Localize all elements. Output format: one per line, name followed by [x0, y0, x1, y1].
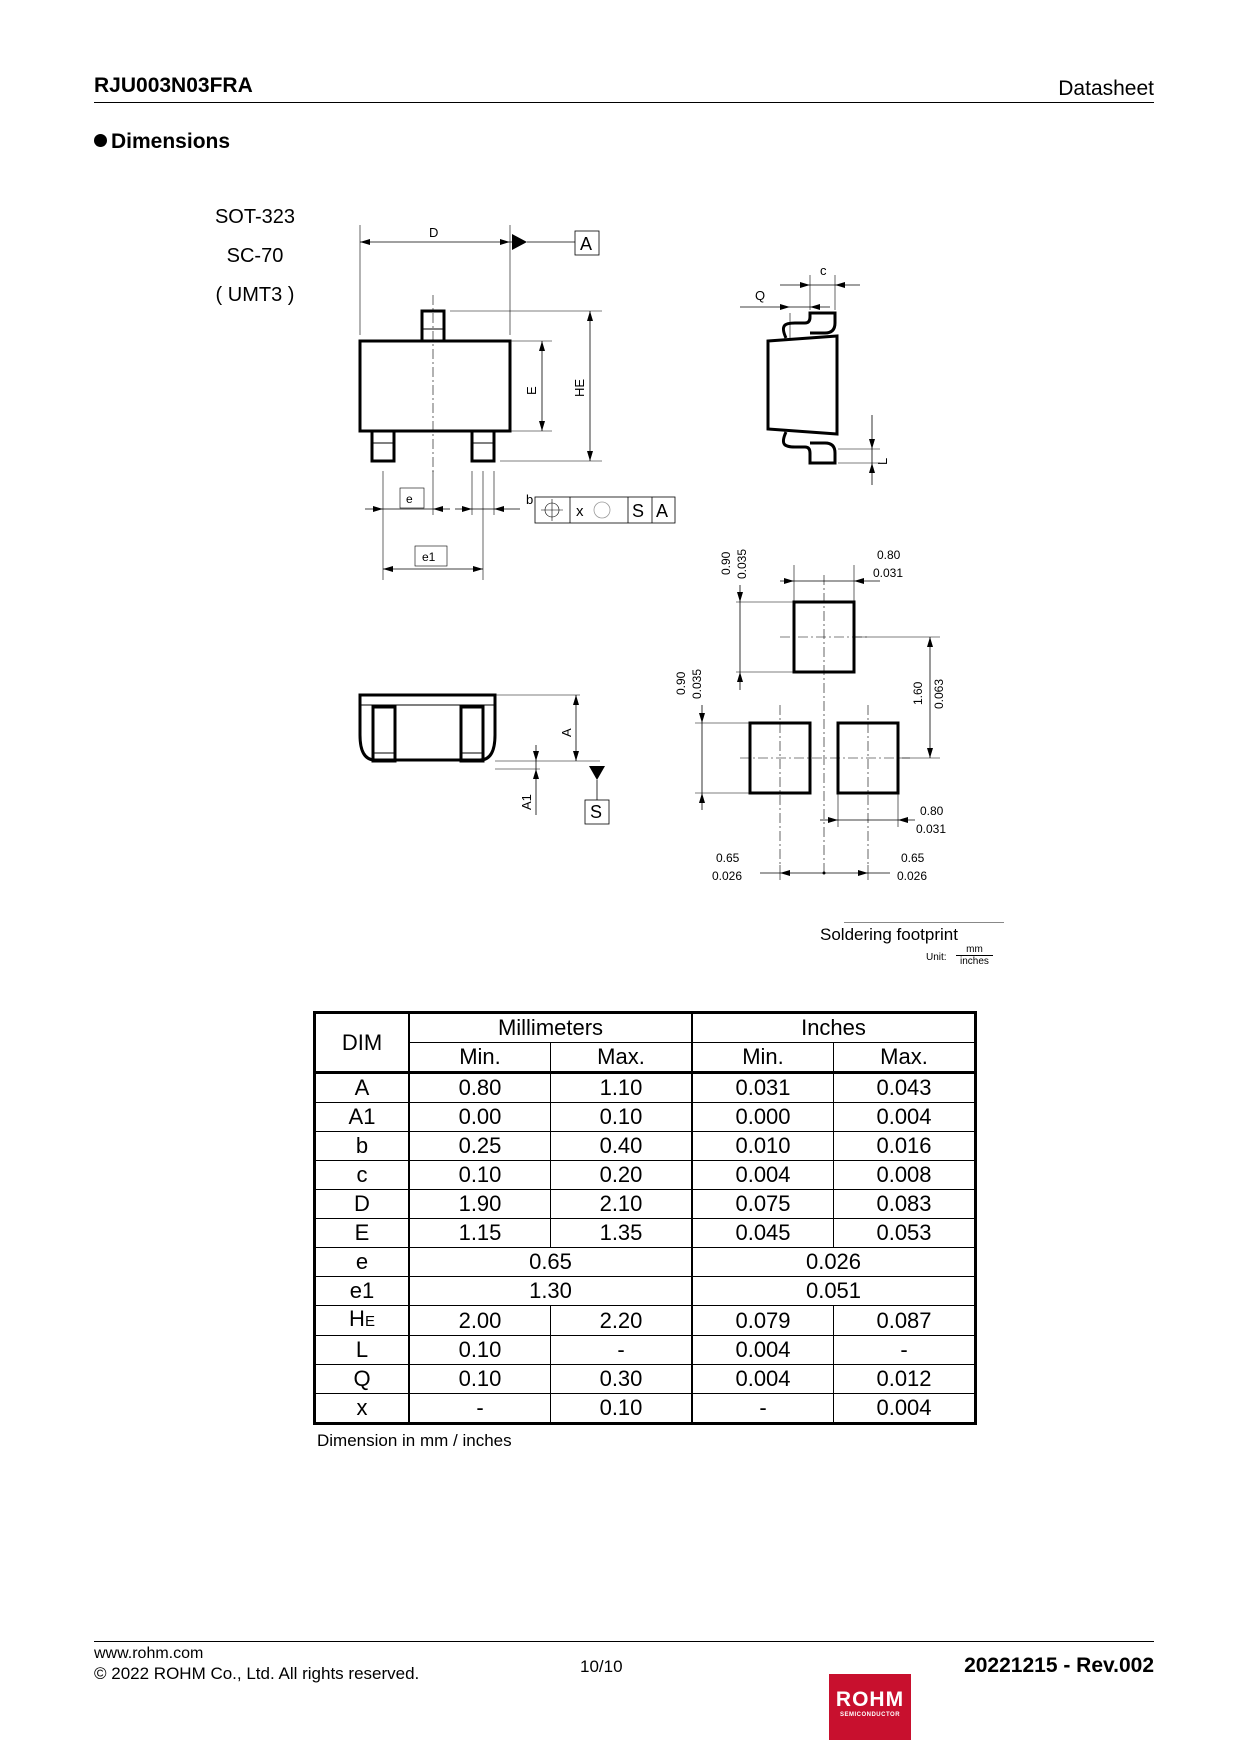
table-cell-in: 0.051: [692, 1277, 976, 1306]
table-cell-dim: A: [315, 1073, 410, 1103]
table-row: [315, 1161, 976, 1190]
package-name: SC-70: [226, 245, 284, 267]
table-cell-in-max: 0.016: [834, 1132, 976, 1161]
table-row: [315, 1103, 976, 1132]
table-cell-in-max: 0.012: [834, 1365, 976, 1394]
table-cell-mm-min: 1.15: [409, 1219, 551, 1248]
table-row: [315, 1336, 976, 1365]
table-header-in-max: Max.: [834, 1043, 976, 1073]
table-cell-mm-min: 0.25: [409, 1132, 551, 1161]
revision: 20221215 - Rev.002: [964, 1654, 1154, 1677]
part-number: RJU003N03FRA: [94, 74, 253, 97]
table-cell-dim: e1: [315, 1277, 410, 1306]
table-cell-mm-min: 0.10: [409, 1161, 551, 1190]
footer-copyright: © 2022 ROHM Co., Ltd. All rights reserved.: [94, 1664, 420, 1683]
doc-type: Datasheet: [1058, 77, 1154, 100]
table-cell-dim: A1: [315, 1103, 410, 1132]
table-cell-mm-max: 2.20: [551, 1306, 693, 1336]
logo-text: ROHM: [835, 1688, 905, 1711]
table-row: [315, 1365, 976, 1394]
fp-label-080-mm: 0.80: [877, 548, 901, 562]
footprint-caption-rule: [844, 922, 1004, 923]
table-cell-dim: c: [315, 1161, 410, 1190]
table-cell-mm-max: 0.10: [551, 1394, 693, 1424]
dim-label-L: L: [875, 457, 890, 465]
table-cell-mm-max: 1.10: [551, 1073, 693, 1103]
fp-label-160-in: 0.063: [932, 678, 946, 709]
fp-label-065-mm-left: 0.65: [716, 851, 740, 865]
table-cell-mm-min: 0.10: [409, 1336, 551, 1365]
table-row: [315, 1132, 976, 1161]
table-cell-mm: 0.65: [409, 1248, 692, 1277]
table-cell-mm: 1.30: [409, 1277, 692, 1306]
rohm-logo: [829, 1674, 911, 1740]
table-cell-dim: D: [315, 1190, 410, 1219]
table-cell-mm-max: 1.35: [551, 1219, 693, 1248]
fp-label-080-in: 0.031: [873, 566, 904, 580]
table-cell-in-min: 0.004: [692, 1336, 834, 1365]
table-cell-in-max: 0.083: [834, 1190, 976, 1219]
table-cell-mm-max: 0.20: [551, 1161, 693, 1190]
fp-label-160-mm: 1.60: [911, 681, 925, 705]
table-cell-dim: b: [315, 1132, 410, 1161]
table-cell-dim: Q: [315, 1365, 410, 1394]
page-number: 10/10: [580, 1657, 623, 1676]
table-row: [315, 1073, 976, 1103]
dim-label-E: E: [524, 386, 539, 395]
table-cell-in-min: 0.079: [692, 1306, 834, 1336]
table-cell-in-min: 0.004: [692, 1365, 834, 1394]
table-cell-mm-min: 1.90: [409, 1190, 551, 1219]
table-cell-in-min: 0.010: [692, 1132, 834, 1161]
table-cell-in-max: 0.004: [834, 1103, 976, 1132]
fp-label-065-mm-right: 0.65: [901, 851, 925, 865]
table-cell-mm-max: 0.40: [551, 1132, 693, 1161]
unit-fraction: [956, 944, 993, 967]
table-cell-in-min: 0.000: [692, 1103, 834, 1132]
unit-label: Unit:: [926, 952, 947, 963]
end-view: [360, 695, 609, 824]
table-row: [315, 1306, 976, 1336]
package-name: ( UMT3 ): [215, 284, 295, 306]
table-cell-mm-min: 0.00: [409, 1103, 551, 1132]
dim-label-A: A: [559, 728, 574, 737]
table-row: [315, 1277, 976, 1306]
unit-denominator: inches: [960, 956, 989, 967]
table-cell-in: 0.026: [692, 1248, 976, 1277]
dimension-table: [313, 1011, 977, 1425]
table-cell-dim: HE: [315, 1306, 410, 1336]
table-cell-mm-max: 0.10: [551, 1103, 693, 1132]
section-title: Dimensions: [94, 130, 230, 154]
table-header-in: Inches: [692, 1013, 976, 1043]
soldering-footprint-drawing: [695, 565, 940, 880]
logo-subtext: SEMICONDUCTOR: [839, 1712, 901, 1718]
top-view: [360, 225, 675, 580]
table-cell-mm-min: 0.10: [409, 1365, 551, 1394]
dim-label-D: D: [429, 225, 439, 240]
table-cell-in-max: 0.043: [834, 1073, 976, 1103]
fp-label-090-in: 0.035: [735, 548, 749, 579]
table-cell-in-max: 0.008: [834, 1161, 976, 1190]
fp-label-090-mm-lower: 0.90: [674, 671, 688, 695]
table-cell-in-max: -: [834, 1336, 976, 1365]
table-cell-dim: E: [315, 1219, 410, 1248]
table-cell-in-max: 0.087: [834, 1306, 976, 1336]
table-cell-dim: x: [315, 1394, 410, 1424]
dim-label-Q: Q: [755, 288, 766, 303]
table-row: [315, 1219, 976, 1248]
fp-label-090-mm: 0.90: [719, 551, 733, 575]
table-cell-in-max: 0.053: [834, 1219, 976, 1248]
table-cell-mm-max: 0.30: [551, 1365, 693, 1394]
dim-label-A1: A1: [519, 794, 534, 810]
dim-label-e: e: [406, 492, 413, 506]
package-outline-drawing: [340, 215, 1020, 975]
table-row: [315, 1394, 976, 1424]
table-cell-mm-min: 0.80: [409, 1073, 551, 1103]
dim-label-e1: e1: [422, 550, 436, 564]
table-row: [315, 1248, 976, 1277]
table-row: [315, 1190, 976, 1219]
fp-label-080-in-lower: 0.031: [916, 822, 947, 836]
dim-label-b: b: [526, 492, 534, 507]
footprint-caption: Soldering footprint: [820, 925, 958, 944]
table-cell-mm-max: 2.10: [551, 1190, 693, 1219]
fp-label-065-in-left: 0.026: [712, 869, 743, 883]
table-cell-mm-min: -: [409, 1394, 551, 1424]
tol-label-A: A: [656, 501, 669, 521]
datum-label-S: S: [590, 802, 603, 822]
table-cell-in-min: 0.045: [692, 1219, 834, 1248]
table-header-mm: Millimeters: [409, 1013, 692, 1043]
table-cell-in-min: 0.075: [692, 1190, 834, 1219]
table-cell-in-max: 0.004: [834, 1394, 976, 1424]
table-cell-dim: e: [315, 1248, 410, 1277]
table-cell-dim: L: [315, 1336, 410, 1365]
package-name: SOT-323: [214, 206, 296, 228]
dim-label-HE: HE: [572, 378, 587, 397]
table-cell-in-min: 0.004: [692, 1161, 834, 1190]
table-cell-in-min: -: [692, 1394, 834, 1424]
fp-label-080-mm-lower: 0.80: [920, 804, 944, 818]
table-header-dim: DIM: [315, 1013, 410, 1073]
header-rule: [94, 102, 1154, 103]
tol-label-S: S: [632, 501, 645, 521]
footer-url[interactable]: www.rohm.com: [94, 1645, 204, 1662]
table-header-in-min: Min.: [692, 1043, 834, 1073]
tol-label-x: x: [576, 503, 584, 520]
table-cell-in-min: 0.031: [692, 1073, 834, 1103]
table-header-mm-max: Max.: [551, 1043, 693, 1073]
table-header-mm-min: Min.: [409, 1043, 551, 1073]
footer-rule: [94, 1641, 1154, 1642]
bullet-icon: [94, 134, 107, 147]
datum-label-A: A: [580, 234, 593, 254]
unit-numerator: mm: [956, 944, 993, 956]
table-cell-mm-max: -: [551, 1336, 693, 1365]
dimension-note: Dimension in mm / inches: [317, 1431, 512, 1450]
fp-label-090-in-lower: 0.035: [690, 668, 704, 699]
table-cell-mm-min: 2.00: [409, 1306, 551, 1336]
fp-label-065-in-right: 0.026: [897, 869, 928, 883]
dim-label-c: c: [820, 263, 827, 278]
side-view: [740, 275, 880, 485]
